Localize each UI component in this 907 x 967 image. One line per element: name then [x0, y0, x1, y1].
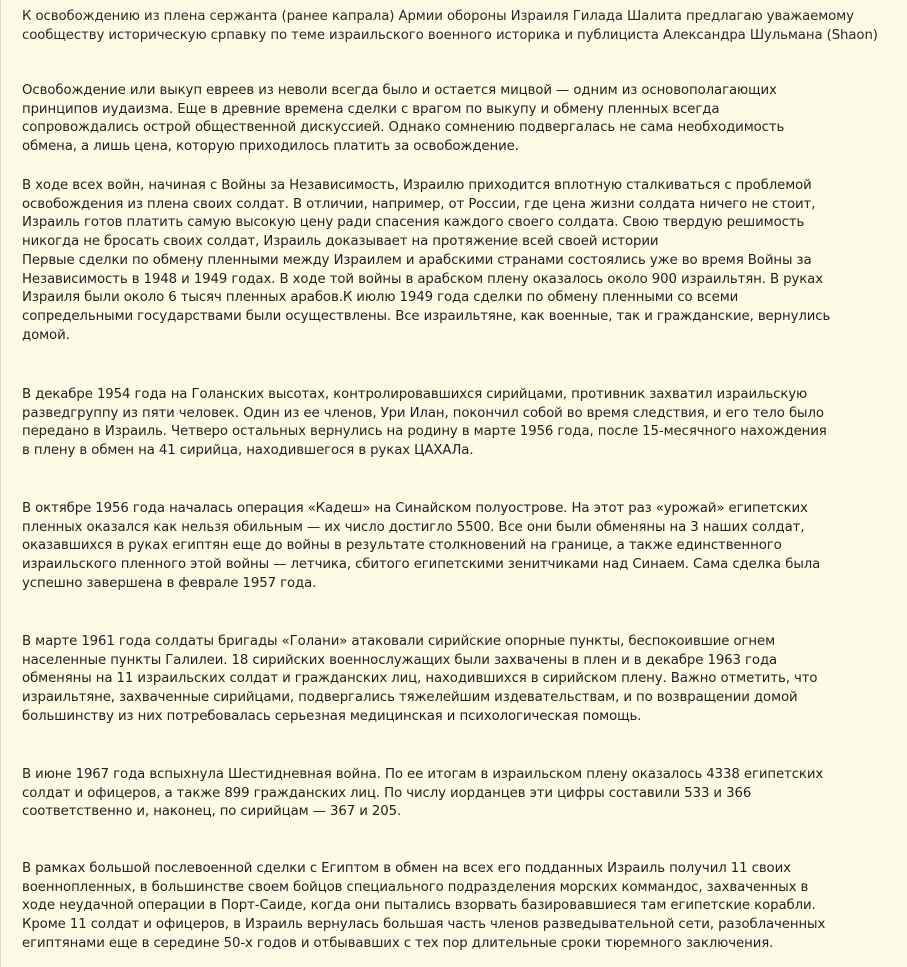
paragraph-line: египтянами еще в середине 50-х годов и отбывавших с тех пор длительные сроки тюремного заключения.: [22, 935, 774, 951]
paragraph-line: ходе неудачной операции в Порт-Саиде, когда они пытались взорвать базировавшиеся там египетские корабли.: [22, 898, 816, 914]
paragraph-line: В июне 1967 года вспыхнула Шестидневная война. По ее итогам в израильском плену оказалось 4338 египетских: [22, 767, 824, 782]
paragraph-line: Кроме 11 солдат и офицеров, в Израиль вернулась большая часть членов разведывательной сети, разоблаченных: [22, 917, 826, 933]
paragraph-line: Израиля были около 6 тысяч пленных арабов.К июлю 1949 года сделки по обмену пленными со всеми: [22, 290, 739, 306]
paragraph-line: сопредельными государствами были осуществлены. Все израильтяне, как военные, так и гражданские, вернулись: [22, 308, 831, 324]
paragraph-line: в плену в обмен на 41 сирийца, находившегося в руках ЦАХАЛа.: [22, 443, 474, 459]
paragraph-line: Независимость в 1948 и 1949 годах. В ходе той войны в арабском плену оказалось около 900 израильтян. В руках: [22, 271, 823, 287]
paragraph-line: израильского пленного этой войны — летчика, сбитого египетскими зенитчиками над Синаем. Сама сделка была: [22, 557, 821, 573]
paragraph-line: В декабре 1954 года на Голанских высотах, контролировавшихся сирийцами, противник захватил израильскую: [22, 387, 808, 402]
paragraph-line: В марте 1961 года солдаты бригады «Голани» атаковали сирийские опорные пункты, беспокоившие огнем: [22, 634, 776, 649]
paragraph-line: Освобождение или выкуп евреев из неволи всегда было и остается мицвой — одним из основополагающих: [22, 83, 777, 98]
paragraph-line: разведгруппу из пяти человек. Один из ее членов, Ури Илан, покончил собой во время следствия, и его тело было: [22, 405, 824, 421]
paragraph-line: военнопленных, в большинстве своем бойцов специального подразделения морских коммандос, захваченных в: [22, 879, 809, 895]
paragraph-line: израильтяне, захваченные сирийцами, подвергались тяжелейшим издевательствам, и по возвращении домой: [22, 690, 798, 706]
paragraph-line: Первые сделки по обмену пленными между Израилем и арабскими странами состоялись уже во время Войны за: [22, 252, 812, 268]
paragraph-line: сопровождались острой общественной дискуссией. Однако сомнению подвергалась не сама необходимость: [22, 120, 785, 136]
article-paragraph: [22, 386, 902, 461]
paragraph-line: пленных оказался как нельзя обильным — их число достигло 5500. Все они были обменяны на 3 наших солдат,: [22, 519, 805, 535]
paragraph-line: В рамках большой послевоенной сделки с Египтом в обмен на всех его подданных Израиль получил 11 своих: [22, 861, 791, 876]
paragraph-line: соответственно и, наконец, по сирийцам — 367 и 205.: [22, 804, 402, 820]
paragraph-line: принципов иудаизма. Еще в древние времена сделки с врагом по выкупу и обмену пленных всегда: [22, 101, 720, 117]
paragraph-line: большинству из них потребовалась серьезная медицинская и психологическая помощь.: [22, 708, 642, 724]
paragraph-line: солдат и офицеров, а также 899 гражданских лиц. По числу иорданцев эти цифры составили 533 и 366: [22, 785, 752, 801]
article-paragraph: [22, 860, 902, 954]
paragraph-line: В ходе всех войн, начиная с Войны за Независимость, Израилю приходится вплотную сталкиваться с проблемой: [22, 178, 812, 193]
paragraph-line: оказавшихся в руках египтян еще до войны в результате столкновений на границе, а также единственного: [22, 538, 782, 554]
paragraph-line: В октябре 1956 года началась операция «Кадеш» на Синайском полуострове. На этот раз «урожай» египетских: [22, 501, 808, 516]
paragraph-line: населенные пункты Галилеи. 18 сирийских военнослужащих были захвачены в плен и в декабре 1963 года: [22, 652, 778, 668]
paragraph-line: передано в Израиль. Четверо остальных вернулись на родину в марте 1956 года, после 15-месячного нахождения: [22, 424, 827, 440]
paragraph-line: освобождения из плена своих солдат. В отличии, например, от России, где цена жизни солдата ничего не стоит,: [22, 196, 816, 212]
article-paragraph: [22, 500, 902, 594]
paragraph-line: успешно завершена в феврале 1957 года.: [22, 575, 317, 591]
paragraph-line: Израиль готов платить самую высокую цену ради спасения каждого своего солдата. Свою твердую решимость: [22, 215, 805, 231]
article-paragraph: [22, 766, 902, 822]
paragraph-line: обмена, а лишь цена, которую приходилось платить за освобождение.: [22, 139, 519, 155]
intro-note: К освобождению из плена сержанта (ранее капрала) Армии обороны Израиля Гилада Шалита предлагаю уважаемому сообществу историческую српавку по теме израильского военного историка и публициста Александра Шульмана (Shaon): [22, 9, 878, 43]
article-paragraph: [22, 82, 902, 157]
paragraph-line: домой.: [22, 327, 70, 343]
article-paragraph: [22, 177, 902, 345]
article-paragraph: [22, 633, 902, 727]
paragraph-line: обменяны на 11 израильских солдат и гражданских лиц, находившихся в сирийском плену. Важно отметить, что: [22, 671, 818, 687]
paragraph-line: никогда не бросать своих солдат, Израиль доказывает на протяжение всей своей истории: [22, 234, 659, 250]
